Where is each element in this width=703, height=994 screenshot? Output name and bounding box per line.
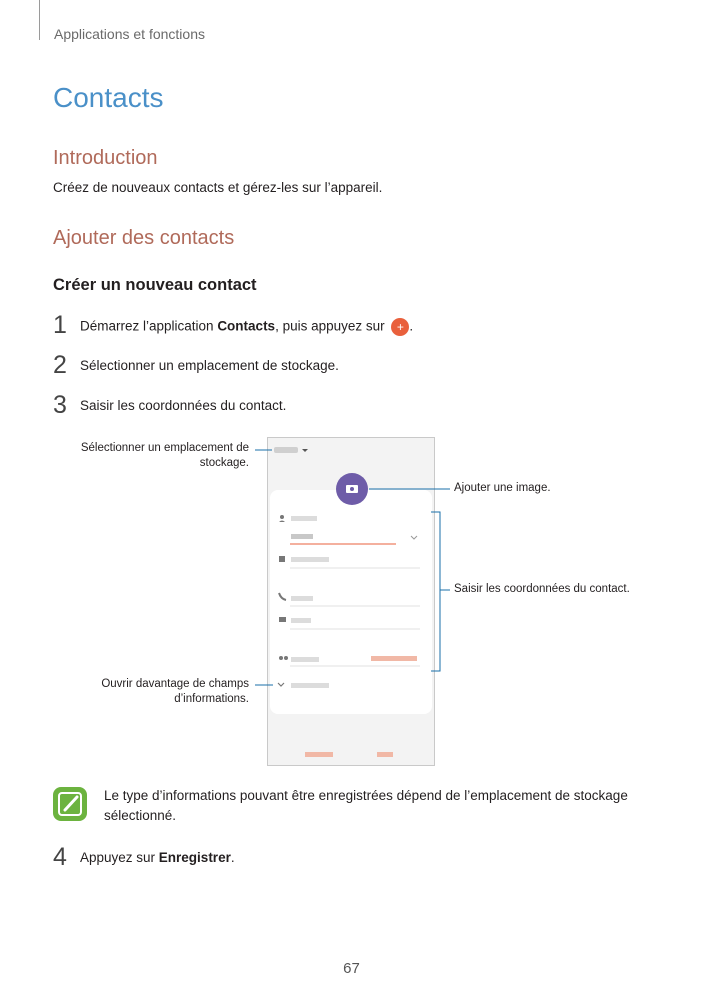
step-1-pre: Démarrez l’application (80, 318, 218, 334)
more-fields-callout-line1: Ouvrir davantage de champs (101, 678, 249, 690)
email-placeholder (291, 618, 311, 623)
step-3-text: Saisir les coordonnées du contact. (80, 398, 287, 413)
groups-placeholder (291, 657, 319, 662)
pencil-icon (53, 787, 87, 821)
groups-action (371, 656, 417, 661)
step-4-number: 4 (53, 843, 67, 871)
name-placeholder (291, 516, 317, 521)
step-3-number: 3 (53, 391, 67, 419)
phone-placeholder (291, 596, 313, 601)
step-1-text (80, 318, 413, 336)
organization-icon (279, 556, 285, 562)
note-line1: Le type d’informations pouvant être enregistrées dépend de l’emplacement de stockage (104, 788, 628, 803)
step-4-pre: Appuyez sur (80, 850, 159, 865)
page-number: 67 (343, 960, 360, 977)
step-4-text (80, 850, 235, 865)
step-1-bold: Contacts (217, 318, 276, 334)
name-field (291, 534, 313, 539)
add-icon: + (391, 318, 409, 336)
step-4-bold: Enregistrer (158, 850, 231, 865)
introduction-heading: Introduction (53, 147, 158, 169)
note-line2: sélectionné. (104, 808, 177, 823)
add-contacts-heading: Ajouter des contacts (53, 227, 235, 249)
step-4-end: . (230, 850, 235, 865)
step-1-number: 1 (53, 311, 67, 339)
storage-callout-line2: stockage. (199, 457, 249, 469)
more-fields-callout (60, 677, 249, 707)
section-header: Applications et fonctions (54, 26, 205, 42)
email-icon (279, 617, 286, 622)
note-icon (53, 787, 87, 821)
cancel-button (305, 752, 333, 757)
storage-callout-line1: Sélectionner un emplacement de (80, 442, 249, 454)
storage-callout (60, 441, 249, 471)
image-callout: Ajouter une image. (454, 482, 551, 494)
storage-selector (274, 447, 298, 453)
more-fields-placeholder (291, 683, 329, 688)
note-text (104, 786, 628, 826)
step-1-post: , puis appuyez sur (275, 318, 385, 334)
details-callout: Saisir les coordonnées du contact. (454, 583, 630, 595)
step-2-text: Sélectionner un emplacement de stockage. (80, 358, 339, 373)
step-1-end: . (409, 318, 414, 334)
step-2-number: 2 (53, 351, 67, 379)
header-rule (39, 0, 40, 40)
create-contact-subheading: Créer un nouveau contact (53, 276, 257, 294)
organization-placeholder (291, 557, 329, 562)
page-title: Contacts (53, 82, 164, 113)
contact-form-figure (0, 430, 703, 775)
camera-icon (346, 485, 358, 493)
save-button (377, 752, 393, 757)
form-card (270, 490, 432, 714)
introduction-text: Créez de nouveaux contacts et gérez-les sur l’appareil. (53, 180, 383, 195)
more-fields-callout-line2: d’informations. (174, 693, 249, 705)
